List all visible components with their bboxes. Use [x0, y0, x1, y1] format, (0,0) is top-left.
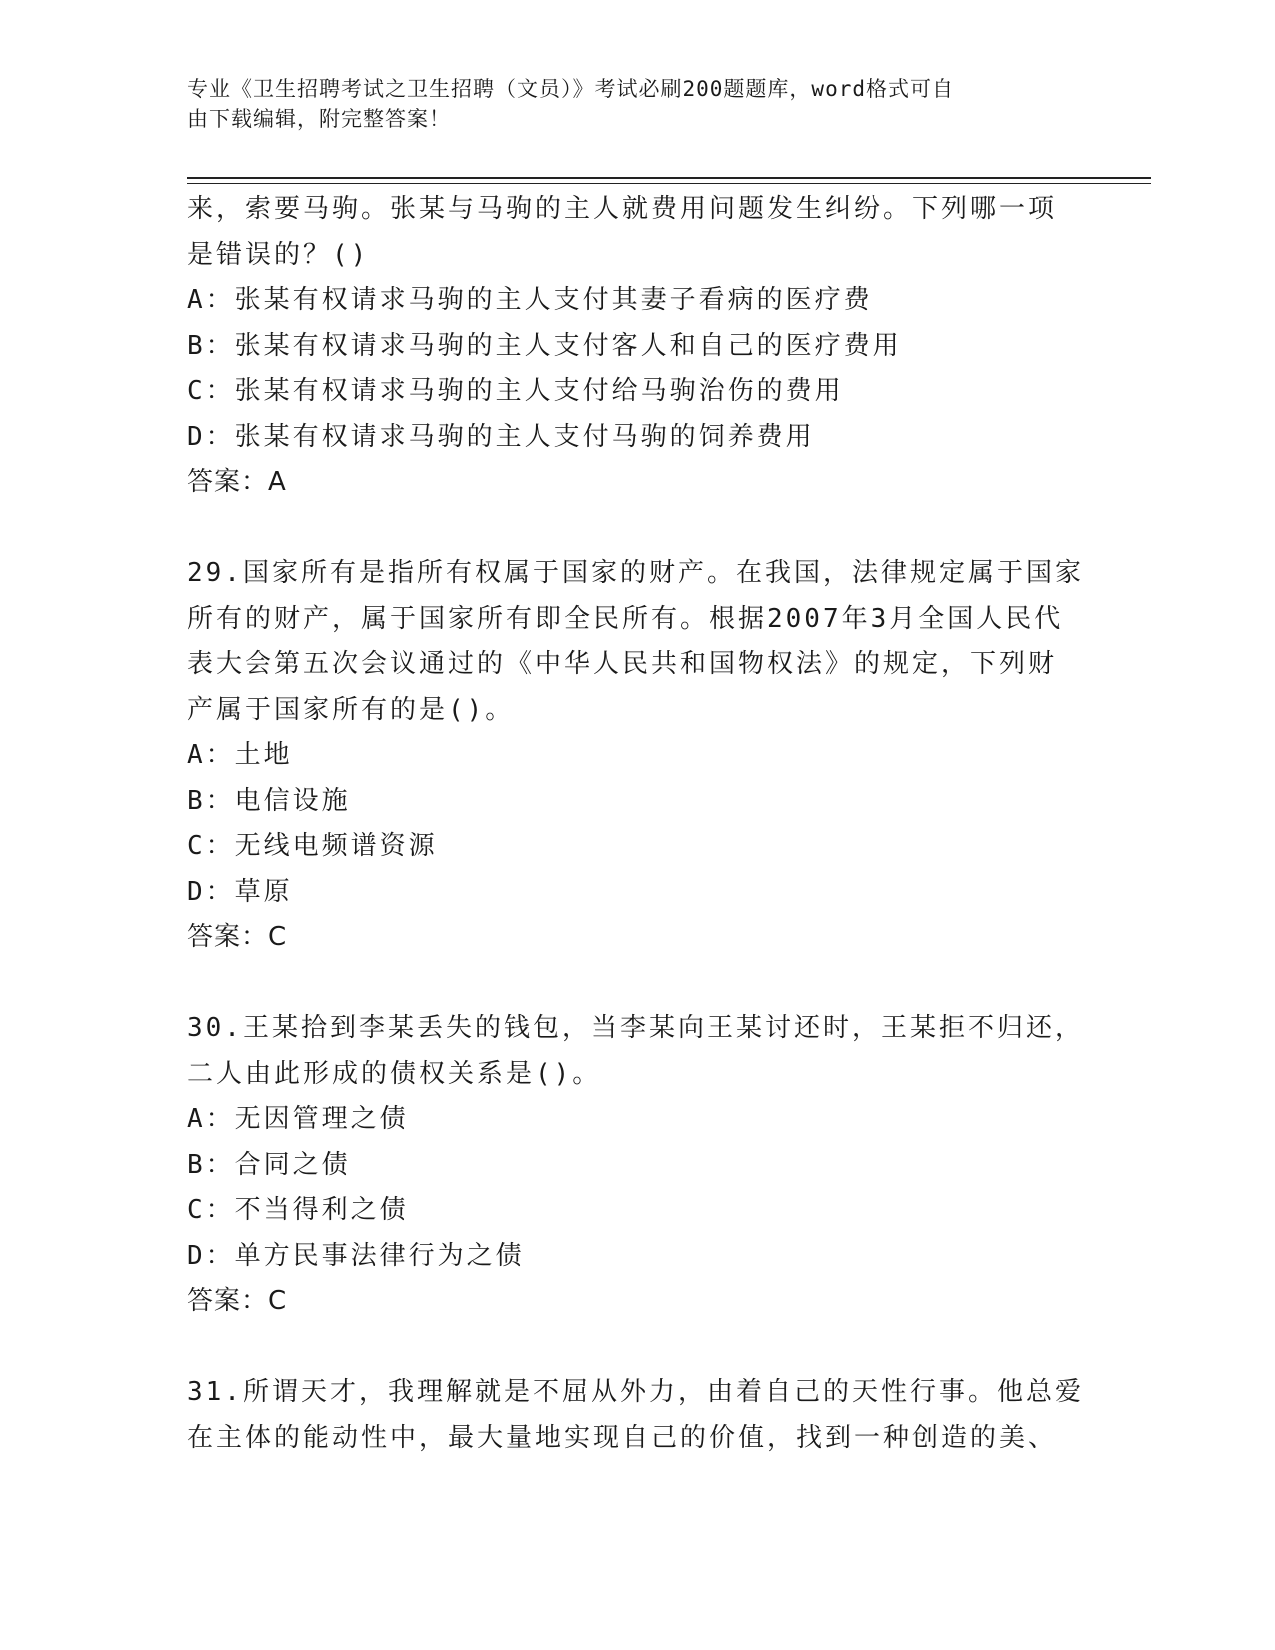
question-31 — [187, 1370, 1087, 1461]
spacer — [187, 961, 1087, 1007]
answer-line: 答案：A — [187, 467, 287, 497]
header-divider-thin — [187, 183, 1151, 184]
option-d: D：草原 — [187, 876, 293, 907]
header-divider — [187, 177, 1151, 179]
option-d: D：单方民事法律行为之债 — [187, 1240, 525, 1271]
option-c: C：无线电频谱资源 — [187, 831, 438, 861]
option-c: C：不当得利之债 — [187, 1195, 409, 1225]
option-a: A：张某有权请求马驹的主人支付其妻子看病的医疗费 — [187, 285, 873, 315]
question-29 — [187, 551, 1087, 961]
question-stem-line: 是错误的？() — [187, 239, 370, 270]
option-a: A：无因管理之债 — [187, 1104, 409, 1134]
question-stem-line: 31.所谓天才，我理解就是不屈从外力，由着自己的天性行事。他总爱 — [187, 1377, 1084, 1407]
question-stem-line: 产属于国家所有的是()。 — [187, 694, 515, 725]
question-stem-line: 29.国家所有是指所有权属于国家的财产。在我国，法律规定属于国家 — [187, 558, 1084, 588]
question-stem-line: 所有的财产，属于国家所有即全民所有。根据2007年3月全国人民代 — [187, 603, 1064, 634]
option-d: D：张某有权请求马驹的主人支付马驹的饲养费用 — [187, 421, 815, 452]
header-line: 专业《卫生招聘考试之卫生招聘（文员）》考试必刷200题题库，word格式可自 — [187, 77, 954, 101]
option-a: A：土地 — [187, 740, 293, 770]
option-b: B：合同之债 — [187, 1149, 351, 1180]
option-c: C：张某有权请求马驹的主人支付给马驹治伤的费用 — [187, 376, 844, 406]
answer-line: 答案：C — [187, 922, 288, 952]
question-stem-line: 30.王某拾到李某丢失的钱包，当李某向王某讨还时，王某拒不归还， — [187, 1013, 1084, 1043]
header-line: 由下载编辑，附完整答案！ — [187, 107, 451, 131]
question-stem-line: 表大会第五次会议通过的《中华人民共和国物权法》的规定，下列财 — [187, 649, 1058, 679]
question-stem-line: 在主体的能动性中，最大量地实现自己的价值，找到一种创造的美、 — [187, 1422, 1058, 1453]
question-stem-line: 来，索要马驹。张某与马驹的主人就费用问题发生纠纷。下列哪一项 — [187, 194, 1058, 224]
option-b: B：电信设施 — [187, 785, 351, 816]
spacer — [187, 506, 1087, 552]
question-30 — [187, 1006, 1087, 1325]
answer-line: 答案：C — [187, 1286, 288, 1316]
document-header — [187, 74, 1067, 134]
question-stem-line: 二人由此形成的债权关系是()。 — [187, 1058, 602, 1089]
spacer — [187, 1325, 1087, 1371]
question-28 — [187, 187, 1087, 506]
option-b: B：张某有权请求马驹的主人支付客人和自己的医疗费用 — [187, 330, 902, 361]
document-body — [187, 187, 1087, 1461]
